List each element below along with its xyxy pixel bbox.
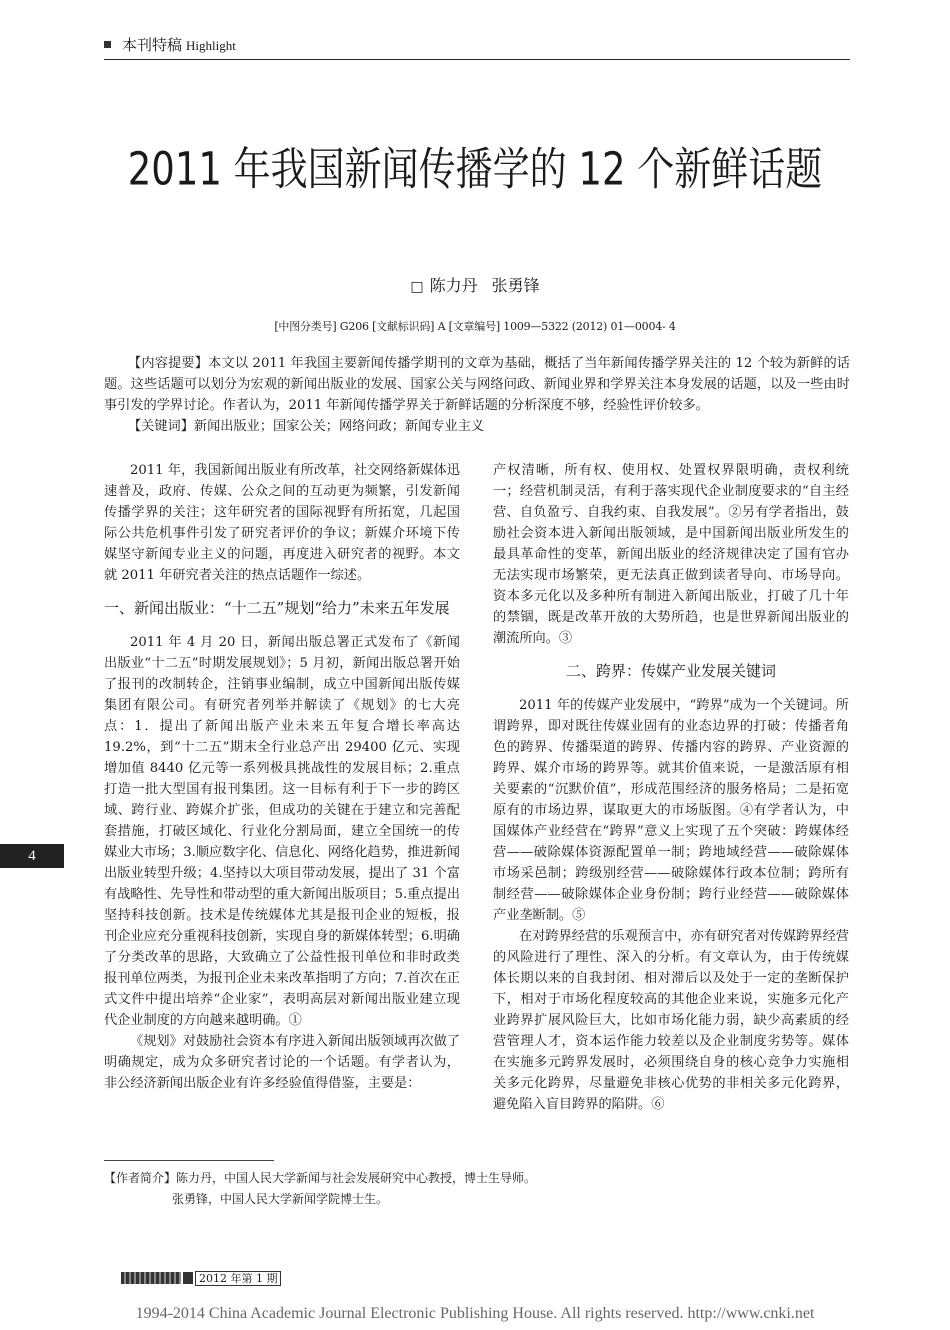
- abstract-text: 【内容提要】本文以 2011 年我国主要新闻传播学期刊的文章为基础，概括了当年新闻传播学界关注的 12 个较为新鲜的话题。这些话题可以划分为宏观的新闻出版业的发展、国家公关与网络问政、新闻业界和学界关注本身发展的话题，以及一些由时事引发的学界讨论。作者认为，2011 年新闻传播学界关于新鲜话题的分析深度不够，经验性评价较多。: [104, 356, 850, 413]
- paragraph-1: 2011 年 4 月 20 日，新闻出版总署正式发布了《新闻出版业“十二五”时期发展规划》；5 月初，新闻出版总署开始了报刊的改制转企，注销事业编制，成立中国新闻出版传媒集团有限公司。有研究者列举并解读了《规划》的七大亮点：1．提出了新闻出版产业未来五年复合增长率高达 19.2%，到“十二五”期末全行业总产出 29400 亿元、实现增加值 8440 亿元等一系列极具挑战性的发展目标；2.重点打造一批大型国有报刊集团。这一目标有利于下一步的跨区域、跨行业、跨媒介扩张，但成功的关键在于建立和完善配套措施，打破区域化、行业化分割局面，建立全国统一的传媒业大市场；3.顺应数字化、信息化、网络化趋势，推进新闻出版业转型升级；4.坚持以大项目带动发展，提出了 31 个富有战略性、先导性和带动型的重大新闻出版项目；5.重点提出坚持科技创新。技术是传统媒体尤其是报刊企业的短板，报刊企业应充分重视科技创新，实现自身的新媒体转型；6.明确了分类改革的思路，大致确立了公益性报刊单位和非时政类报刊单位两类，为报刊企业未来改革指明了方向；7.首次在正式文件中提出培养“企业家”，表明高层对新闻出版业建立现代企业制度的方向越来越明确。①: [104, 635, 460, 1028]
- copyright-line: 1994-2014 China Academic Journal Electronic Publishing House. All rights reserved. http://www.cnki.net: [135, 1305, 815, 1322]
- classification-line: [中图分类号] G206 [文献标识码] A [文章编号] 1009—5322 (2012) 01—0004- 4: [274, 320, 676, 333]
- author-footnote: [104, 1168, 850, 1210]
- running-header: [104, 32, 850, 60]
- journal-logo-icon: [121, 1272, 181, 1284]
- footnote-line-1: 【作者简介】陈力丹，中国人民大学新闻与社会发展研究中心教授，博士生导师。: [104, 1171, 537, 1185]
- paragraph-4: 在对跨界经营的乐观预言中，亦有研究者对传媒跨界经营的风险进行了理性、深入的分析。有文章认为，由于传统媒体长期以来的自我封闭、相对滞后以及处于一定的垄断保护下，相对于市场化程度较高的其他企业来说，实施多元化产业跨界扩展风险巨大，比如市场化能力弱，缺少高素质的经营管理人才，资本运作能力较差以及企业制度劣势等。媒体在实施多元跨界发展时，必须围绕自身的核心竞争力实施相关多元化跨界，尽量避免非核心优势的非相关多元化跨界，避免陷入盲目跨界的陷阱。⑥: [493, 929, 849, 1112]
- header-section-cn: 本刊特稿: [122, 36, 183, 54]
- right-column: [493, 460, 849, 1115]
- author-2: 张勇锋: [491, 276, 540, 295]
- section-heading-2: 二、跨界：传媒产业发展关键词: [565, 662, 776, 680]
- issue-label: [121, 1272, 281, 1286]
- page-number-tab: 4: [0, 844, 64, 868]
- left-column: [104, 460, 460, 1094]
- author-line: [0, 273, 950, 296]
- paragraph-2: 《规划》对鼓励社会资本有序进入新闻出版领域再次做了明确规定，成为众多研究者讨论的一个话题。有学者认为，非公经济新闻出版企业有许多经验值得借鉴，主要是：: [104, 1034, 460, 1091]
- paragraph-3: 2011 年的传媒产业发展中，“跨界”成为一个关键词。所谓跨界，即对既往传媒业固有的业态边界的打破：传播者角色的跨界、传播渠道的跨界、传播内容的跨界、产业资源的跨界、媒介市场的跨界等。就其价值来说，一是激活原有相关要素的“沉默价值”，形成范围经济的服务格局；二是拓宽原有的市场边界，谋取更大的市场版图。④有学者认为，中国媒体产业经营在“跨界”意义上实现了五个突破：跨媒体经营——破除媒体资源配置单一制；跨地域经营——破除媒体市场采邑制；跨级别经营——破除媒体行政本位制；跨所有制经营——破除媒体企业身份制；跨行业经营——破除媒体产业垄断制。⑤: [493, 698, 849, 923]
- footnote-rule: [104, 1160, 274, 1161]
- footnote-line-2: 张勇锋，中国人民大学新闻学院博士生。: [172, 1192, 389, 1206]
- paragraph-2-continued: 产权清晰，所有权、使用权、处置权界限明确，责权利统一；经营机制灵活，有利于落实现代企业制度要求的“自主经营、自负盈亏、自我约束、自我发展”。②另有学者指出，鼓励社会资本进入新闻出版领域，是中国新闻出版业所发生的最具革命性的变革，新闻出版业的经济规律决定了国有官办无法实现市场繁荣，更无法真正做到读者导向、市场导向。资本多元化以及多种所有制进入新闻出版业，打破了几十年的禁锢，既是改革开放的大势所趋，也是世界新闻出版业的潮流所向。③: [493, 463, 849, 646]
- intro-paragraph: 2011 年，我国新闻出版业有所改革，社交网络新媒体迅速普及，政府、传媒、公众之间的互动更为频繁，引发新闻传播学界的关注；这年研究者的国际视野有所拓宽，几起国际公共危机事件引发了研究者评价的争议；新媒介环境下传媒坚守新闻专业主义的问题，再度进入研究者的视野。本文就 2011 年研究者关注的热点话题作一综述。: [104, 463, 460, 583]
- article-title: 2011 年我国新闻传播学的 12 个新鲜话题: [127, 143, 823, 196]
- section-heading-1: 一、新闻出版业：“十二五”规划“给力”未来五年发展: [104, 599, 450, 617]
- abstract-block: [104, 353, 850, 437]
- issue-bar-icon: [183, 1272, 193, 1284]
- header-section: [122, 34, 236, 55]
- author-marker-icon: □: [410, 279, 424, 295]
- header-square-icon: [104, 41, 111, 48]
- issue-text: 2012 年第 1 期: [195, 1271, 281, 1286]
- author-1: 陈力丹: [429, 276, 478, 295]
- keywords: 【关键词】新闻出版业；国家公关；网络问政；新闻专业主义: [128, 419, 485, 434]
- header-rule: [104, 59, 850, 60]
- header-section-en: Highlight: [186, 38, 236, 53]
